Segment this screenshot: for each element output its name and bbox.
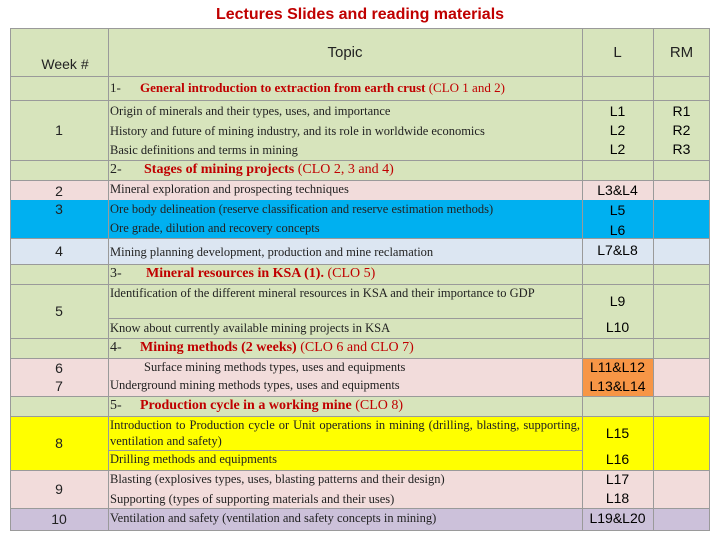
lecture-label: L9 <box>609 293 626 309</box>
lecture-cell <box>582 102 653 160</box>
lecture-cell <box>582 358 653 396</box>
lecture-label: L18 <box>605 490 630 506</box>
topic-item: History and future of mining industry, and its role in worldwide economics <box>110 123 485 138</box>
lecture-label: L10 <box>605 319 630 335</box>
topic-item: Blasting (explosives types, uses, blasting patterns and their design) <box>110 472 445 486</box>
topic-cell <box>108 180 582 238</box>
week-number: 7 <box>55 377 63 394</box>
section-number: 4- <box>110 340 122 355</box>
topic-item: Drilling methods and equipments <box>110 452 277 466</box>
section-title: Production cycle in a working mine <box>140 398 352 413</box>
reading-label: R1 <box>672 103 691 119</box>
topic-item: Ventilation and safety (ventilation and safety concepts in mining) <box>110 511 437 525</box>
header-l: L <box>613 44 622 61</box>
section-clo: (CLO 8) <box>355 398 404 413</box>
week-number: 3 <box>55 200 63 217</box>
table-border-bottom <box>10 530 710 531</box>
table-border-top <box>10 28 710 29</box>
section-heading <box>110 340 580 358</box>
page-title: Lectures Slides and reading materials <box>215 6 505 23</box>
section-heading <box>110 266 580 284</box>
section-number: 1- <box>110 80 121 95</box>
week-number: 6 <box>55 359 63 376</box>
topic-item: Ore body delineation (reserve classification and reserve estimation methods) <box>110 201 494 216</box>
lecture-label: L15 <box>605 425 630 441</box>
topic-item: Identification of the different mineral resources in KSA and their importance to GDP <box>110 286 535 300</box>
row-divider <box>10 264 710 265</box>
lecture-label: L17 <box>605 471 630 487</box>
lecture-cell <box>582 180 653 238</box>
topic-item: Underground mining methods types, uses and equipments <box>110 378 400 392</box>
lecture-label: L3&L4 <box>597 182 638 198</box>
section-clo: (CLO 5) <box>327 266 376 281</box>
week-number: 9 <box>55 481 63 497</box>
row-divider <box>10 238 710 239</box>
week-number: 2 <box>55 182 63 199</box>
section-title: Mining methods (2 weeks) <box>140 340 297 355</box>
lecture-label: L2 <box>609 141 626 157</box>
section-title: Stages of mining projects <box>144 162 295 177</box>
week-number: 5 <box>55 303 63 319</box>
section-number: 2- <box>110 162 122 177</box>
week-number: 10 <box>51 511 67 527</box>
topic-item: Basic definitions and terms in mining <box>110 143 298 157</box>
section-heading <box>110 398 580 416</box>
topic-cell: Mining planning development, production and mine reclamation <box>110 245 434 259</box>
lecture-label: L6 <box>609 222 626 238</box>
header-week: Week # <box>41 56 89 72</box>
section-number: 5- <box>110 398 122 413</box>
row-divider <box>10 100 710 101</box>
lecture-label: L16 <box>605 451 630 467</box>
lecture-label: L1 <box>609 103 626 119</box>
reading-label: R3 <box>672 141 691 157</box>
row-divider <box>10 160 710 161</box>
lecture-label: L5 <box>609 202 626 218</box>
lecture-label: L13&L14 <box>589 378 646 394</box>
topic-cell <box>108 102 582 160</box>
section-clo: (CLO 2, 3 and 4) <box>297 162 394 177</box>
reading-label: R2 <box>672 122 691 138</box>
topic-item: Supporting (types of supporting materials and their uses) <box>110 491 395 506</box>
week-number: 1 <box>55 122 63 138</box>
topic-cell <box>108 470 582 508</box>
lecture-cell <box>582 470 653 508</box>
topic-item: Origin of minerals and their types, uses, and importance <box>110 104 391 118</box>
reading-cell <box>653 102 710 160</box>
row-divider <box>10 76 710 77</box>
row-divider <box>10 338 710 339</box>
section-title: Mineral resources in KSA (1). <box>146 266 324 281</box>
topic-item: Know about currently available mining projects in KSA <box>110 321 391 335</box>
lecture-label: L2 <box>609 122 626 138</box>
week-number: 8 <box>55 435 63 451</box>
lecture-label: L11&L12 <box>589 359 645 375</box>
section-clo: (CLO 6 and CLO 7) <box>300 340 414 355</box>
section-heading <box>110 162 580 180</box>
header-topic: Topic <box>327 44 363 61</box>
row-divider <box>10 396 710 397</box>
lecture-label: L7&L8 <box>597 242 638 258</box>
topic-item: Introduction to Production cycle or Unit operations in mining (drilling, blasting, supporting, ventilation and safety) <box>110 418 580 448</box>
section-title: General introduction to extraction from earth crust <box>140 80 426 95</box>
section-number: 3- <box>110 266 122 281</box>
section-heading <box>110 80 580 100</box>
topic-item: Ore grade, dilution and recovery concepts <box>110 221 320 235</box>
lecture-label: L19&L20 <box>589 510 646 526</box>
header-rm: RM <box>669 44 694 61</box>
topic-item: Surface mining methods types, uses and equipments <box>144 360 406 374</box>
section-clo: (CLO 1 and 2) <box>428 80 505 95</box>
topic-item: Mineral exploration and prospecting techniques <box>110 182 349 196</box>
week-number: 4 <box>55 243 63 259</box>
